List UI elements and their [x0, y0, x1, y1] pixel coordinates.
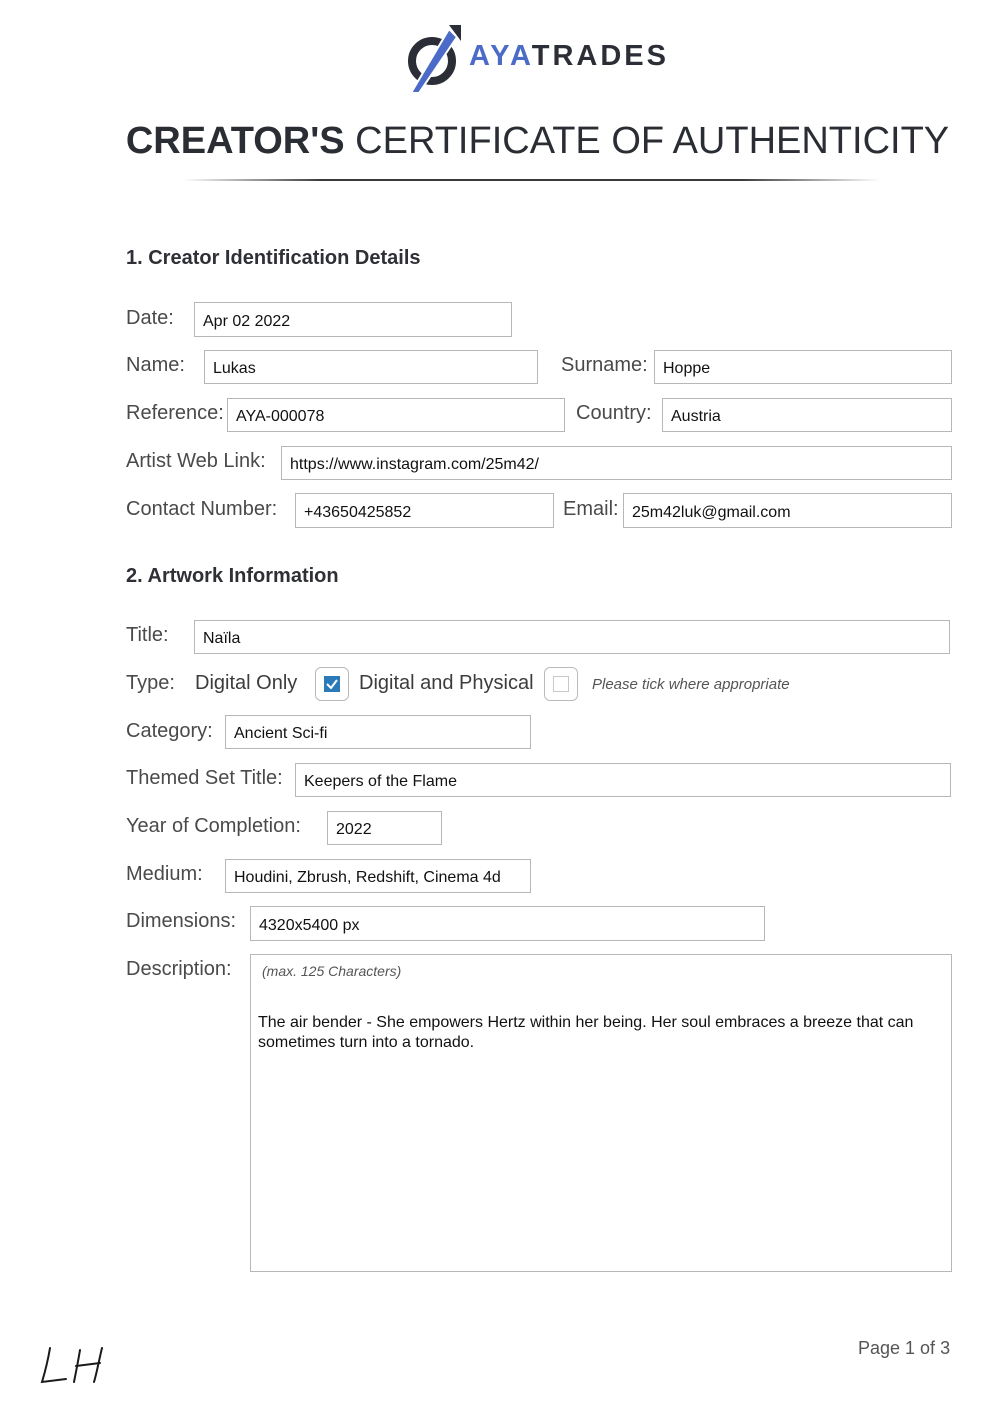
title-divider — [183, 179, 880, 181]
digital-and-physical-checkbox[interactable] — [544, 667, 578, 701]
certificate-title-bold: CREATOR'S — [125, 120, 345, 162]
type-hint: Please tick where appropriate — [592, 676, 790, 693]
country-field[interactable]: Austria — [662, 398, 952, 432]
medium-field[interactable]: Houdini, Zbrush, Redshift, Cinema 4d — [225, 859, 531, 893]
year-field[interactable]: 2022 — [327, 811, 442, 845]
title-label: Title: — [126, 624, 169, 646]
page-number: Page 1 of 3 — [858, 1338, 951, 1358]
brand-wordmark: AYATRADES — [469, 40, 669, 72]
reference-label: Reference: — [126, 402, 224, 424]
contact-number-label: Contact Number: — [126, 498, 278, 520]
themed-set-field[interactable]: Keepers of the Flame — [295, 763, 951, 797]
name-label: Name: — [126, 354, 185, 376]
section-heading-creator: 1. Creator Identification Details — [126, 247, 421, 269]
dimensions-field[interactable]: 4320x5400 px — [250, 906, 765, 941]
checkmark-icon — [324, 676, 340, 692]
type-label: Type: — [126, 672, 175, 694]
weblink-label: Artist Web Link: — [126, 450, 266, 472]
title-field[interactable]: Naïla — [194, 620, 950, 654]
surname-label: Surname: — [561, 354, 648, 376]
country-label: Country: — [576, 402, 652, 424]
certificate-title — [0, 118, 1000, 164]
empty-checkbox-icon — [553, 676, 569, 692]
type-option-digital-physical-label: Digital and Physical — [359, 672, 534, 694]
ayatrades-logo-mark-icon — [405, 25, 461, 93]
description-hint: (max. 125 Characters) — [262, 963, 402, 979]
email-field[interactable]: 25m42luk@gmail.com — [623, 493, 952, 528]
section-heading-artwork: 2. Artwork Information — [126, 565, 339, 587]
reference-field[interactable]: AYA-000078 — [227, 398, 565, 432]
year-label: Year of Completion: — [126, 815, 301, 837]
certificate-title-regular: CERTIFICATE OF AUTHENTICITY — [355, 120, 950, 162]
category-field[interactable]: Ancient Sci-fi — [225, 715, 531, 749]
description-field[interactable] — [250, 954, 952, 1272]
date-field[interactable]: Apr 02 2022 — [194, 302, 512, 337]
digital-only-checkbox[interactable] — [315, 667, 349, 701]
medium-label: Medium: — [126, 863, 203, 885]
themed-set-label: Themed Set Title: — [126, 767, 283, 789]
description-label: Description: — [126, 958, 232, 980]
dimensions-label: Dimensions: — [126, 910, 237, 932]
date-label: Date: — [126, 307, 174, 329]
signature-initials — [38, 1340, 110, 1388]
type-option-digital-only-label: Digital Only — [195, 672, 298, 694]
contact-number-field[interactable]: +43650425852 — [295, 493, 554, 528]
description-text: The air bender - She empowers Hertz within her being. Her soul embraces a breeze that can sometimes turn into a tornado. — [258, 1014, 914, 1051]
ayatrades-logo — [405, 25, 675, 93]
name-field[interactable]: Lukas — [204, 350, 538, 384]
surname-field[interactable]: Hoppe — [654, 350, 952, 384]
weblink-field[interactable]: https://www.instagram.com/25m42/ — [281, 446, 952, 480]
email-label: Email: — [563, 498, 619, 520]
category-label: Category: — [126, 720, 213, 742]
